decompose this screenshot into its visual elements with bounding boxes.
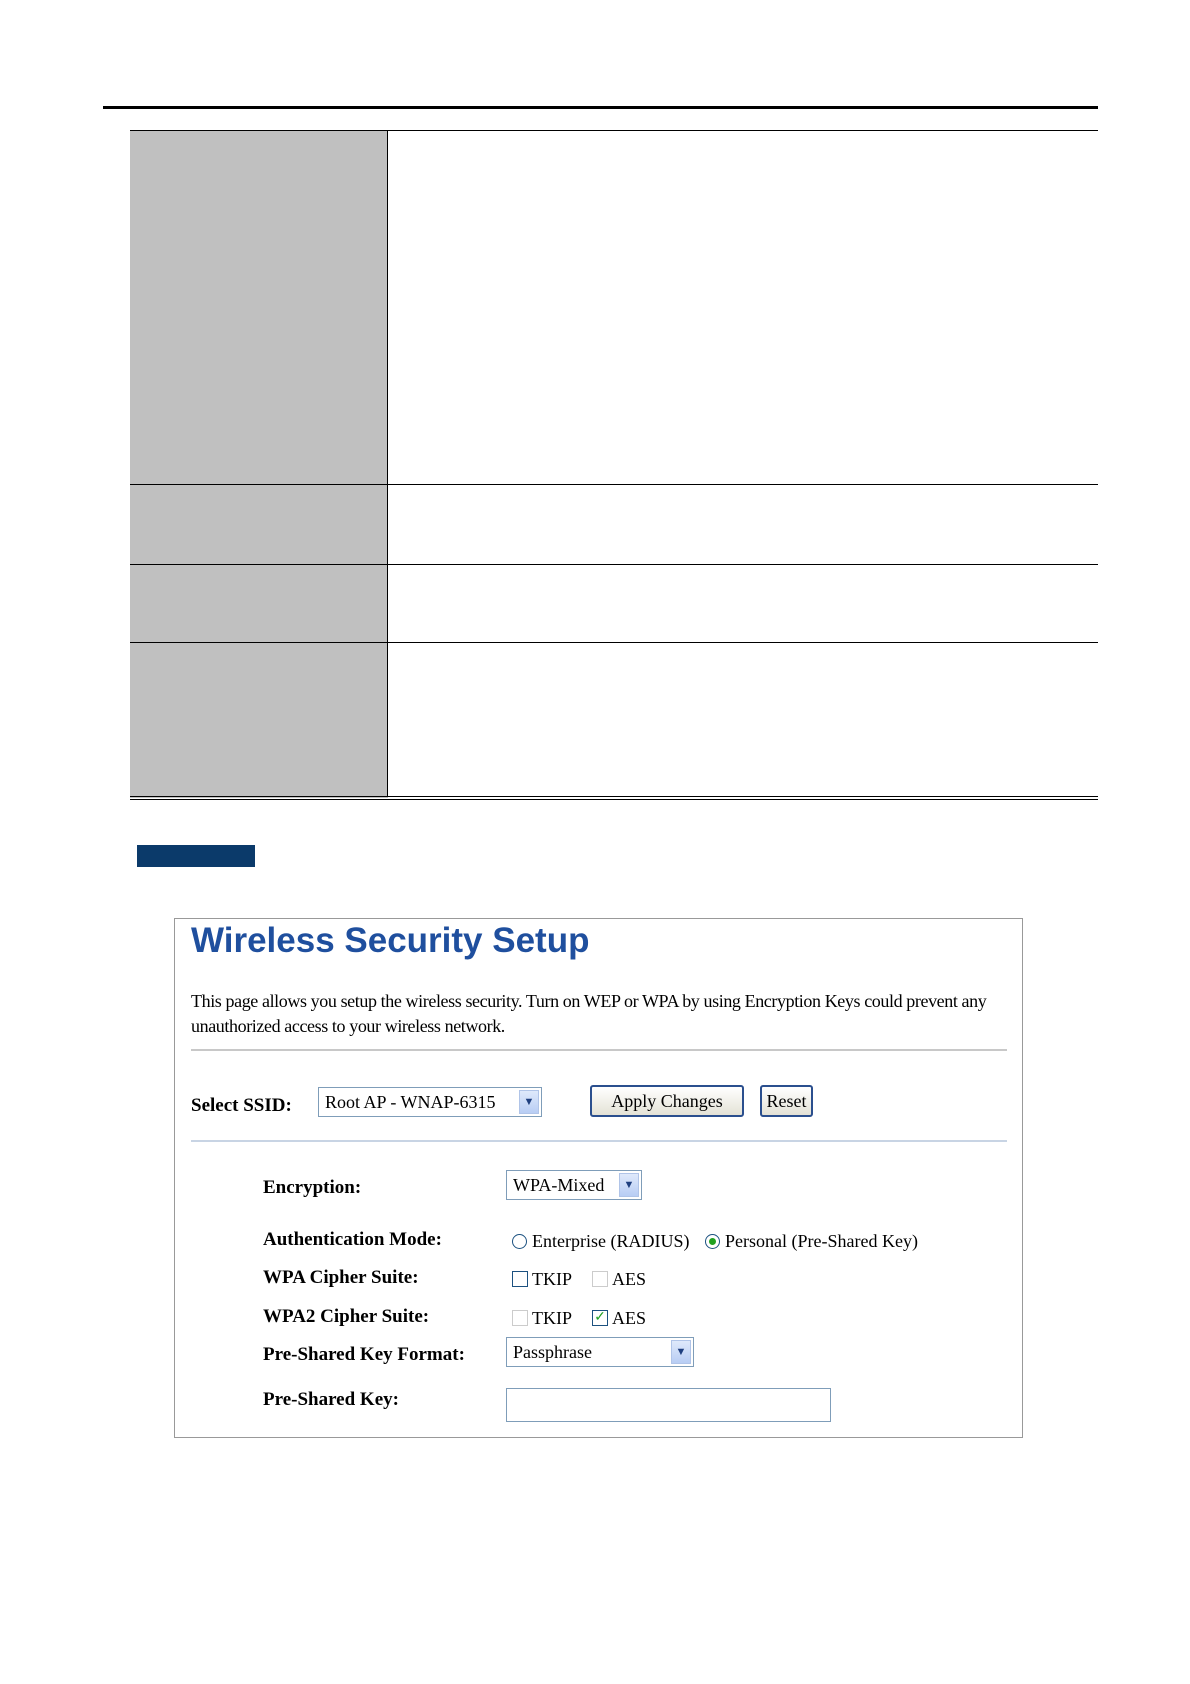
reset-button[interactable]: Reset [760, 1085, 813, 1117]
wpa-aes-label: AES [612, 1269, 647, 1289]
table-description-cell [388, 565, 1099, 643]
table-label-cell [130, 565, 388, 643]
page-intro-text: This page allows you setup the wireless security. Turn on WEP or WPA by using Encryption Keys could prevent any unauthorized access to your wireless network. [191, 991, 987, 1036]
table-description-cell [388, 643, 1099, 798]
psk-label: Pre-Shared Key: [263, 1389, 399, 1410]
encryption-select[interactable] [506, 1170, 642, 1200]
figure-label-tab [137, 845, 255, 867]
checkmark-icon: ✓ [594, 1310, 606, 1325]
enterprise-radio[interactable] [512, 1234, 527, 1249]
encryption-select-value: WPA-Mixed [513, 1174, 605, 1195]
psk-format-select-value: Passphrase [513, 1341, 592, 1362]
wpa2-tkip-label: TKIP [532, 1308, 572, 1328]
table-description-cell [388, 131, 1099, 485]
personal-radio-label: Personal (Pre-Shared Key) [725, 1231, 918, 1251]
wpa2-cipher-suite-label: WPA2 Cipher Suite: [263, 1306, 430, 1327]
ssid-select-value: Root AP - WNAP-6315 [325, 1091, 496, 1112]
ssid-select[interactable] [318, 1087, 542, 1117]
chevron-down-icon[interactable]: ▼ [671, 1340, 691, 1364]
apply-changes-button[interactable]: Apply Changes [590, 1085, 744, 1117]
psk-format-label: Pre-Shared Key Format: [263, 1344, 465, 1365]
page-title: Wireless Security Setup [191, 921, 590, 960]
wpa2-aes-checkbox[interactable] [592, 1310, 608, 1326]
chevron-down-icon[interactable]: ▼ [619, 1173, 639, 1197]
wpa-aes-checkbox[interactable] [592, 1271, 608, 1287]
personal-radio[interactable] [705, 1234, 720, 1249]
psk-format-select[interactable] [506, 1337, 694, 1367]
header-rule [103, 106, 1098, 109]
enterprise-radio-label: Enterprise (RADIUS) [532, 1231, 690, 1251]
wireless-security-panel [174, 918, 1023, 1438]
table-description-cell [388, 485, 1099, 565]
wpa-tkip-label: TKIP [532, 1269, 572, 1289]
table-label-cell [130, 131, 388, 485]
psk-input[interactable] [506, 1388, 831, 1422]
table-label-cell [130, 643, 388, 798]
encryption-label: Encryption: [263, 1177, 362, 1198]
select-ssid-label: Select SSID: [191, 1095, 292, 1116]
wpa-tkip-checkbox[interactable] [512, 1271, 528, 1287]
divider [191, 1049, 1007, 1051]
wpa2-aes-label: AES [612, 1308, 647, 1328]
table-row [130, 485, 1098, 565]
table-row [130, 643, 1098, 798]
table-label-cell [130, 485, 388, 565]
wpa-cipher-suite-label: WPA Cipher Suite: [263, 1267, 419, 1288]
wpa2-tkip-checkbox[interactable] [512, 1310, 528, 1326]
table-row [130, 131, 1098, 485]
parameter-table [130, 130, 1098, 800]
table-row [130, 565, 1098, 643]
chevron-down-icon[interactable]: ▼ [519, 1090, 539, 1114]
authentication-mode-label: Authentication Mode: [263, 1229, 442, 1250]
divider [191, 1140, 1007, 1142]
